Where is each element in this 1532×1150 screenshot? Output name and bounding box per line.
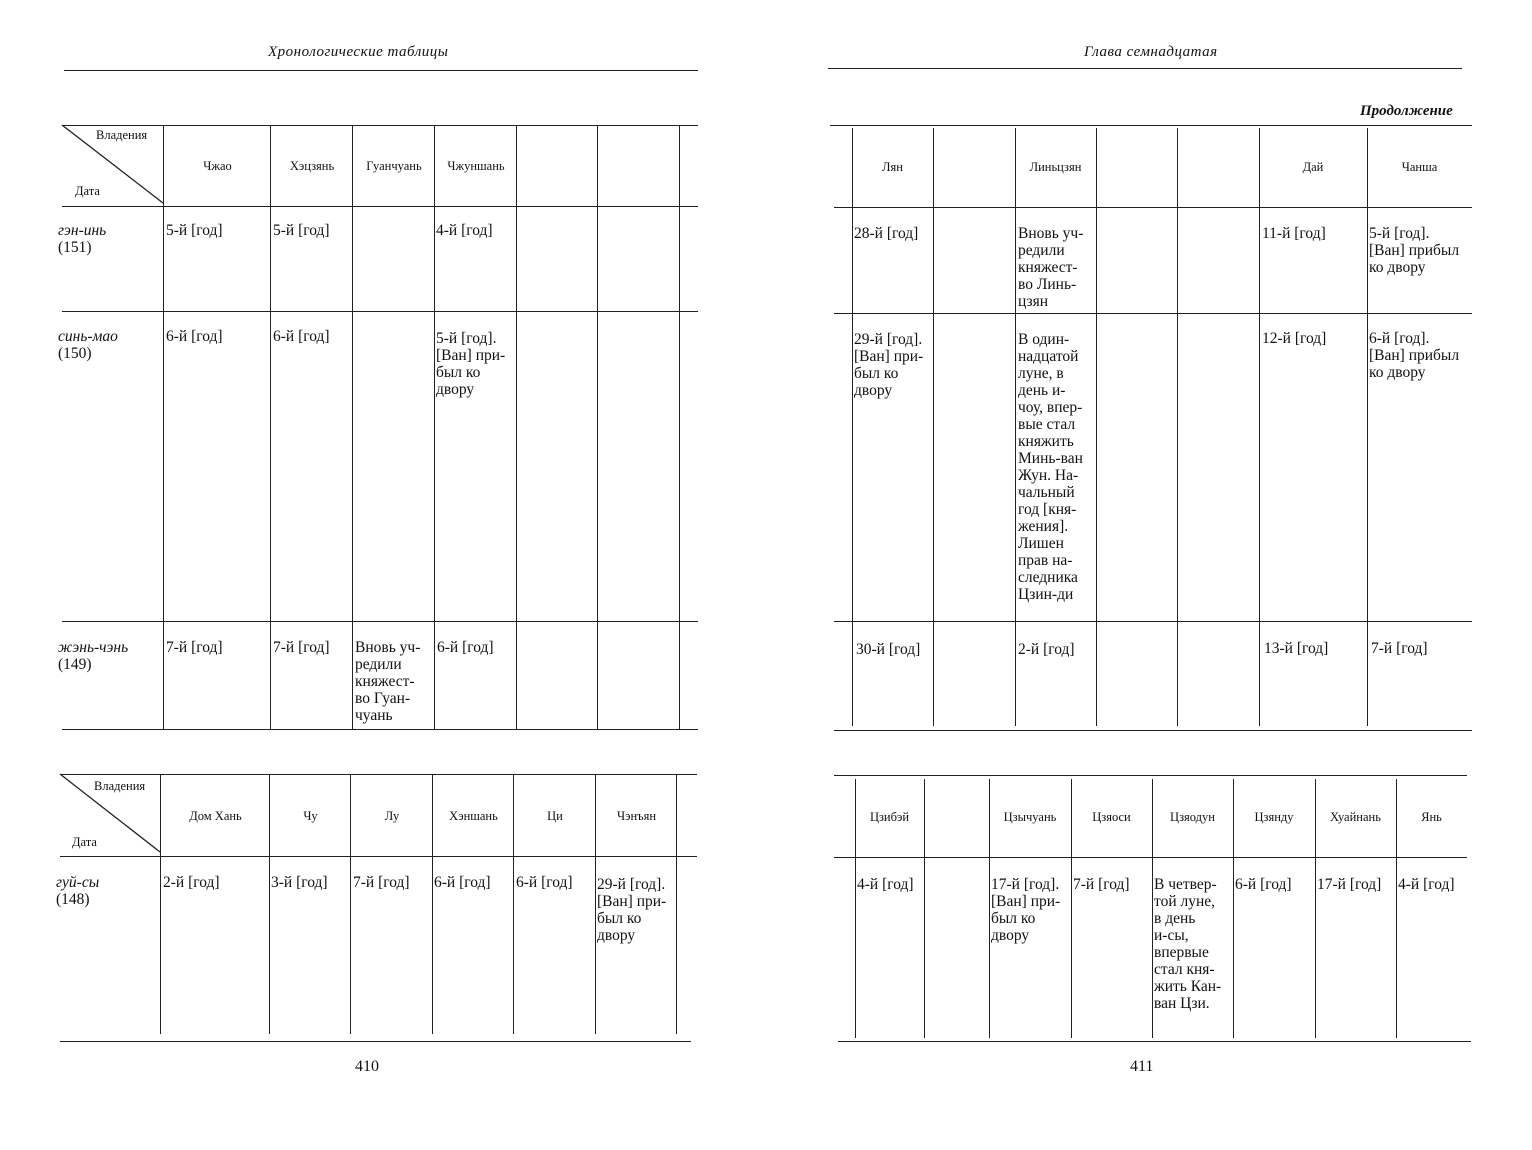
table-cell: 5-й [год] <box>166 222 223 239</box>
column-header: Чжао <box>203 159 232 173</box>
table-cell: 7-й [год] <box>353 874 410 891</box>
table-cell: 12-й [год] <box>1262 330 1327 347</box>
table-cell: В четвер- той луне, в день и-сы, впервые стал кня- жить Кан- ван Цзи. <box>1154 876 1222 1012</box>
table-cell: Вновь уч- редили княжест- во Гуан- чуань <box>355 639 421 724</box>
table-cell: 17-й [год] <box>1317 876 1382 893</box>
column-header: Янь <box>1421 809 1442 824</box>
corner-label-date: Дата <box>75 184 100 198</box>
table-cell: 5-й [год]. [Ван] прибыл ко двору <box>1369 225 1460 276</box>
column-header: Ци <box>547 808 563 823</box>
table-cell: 6-й [год] <box>437 639 494 656</box>
table-cell: 2-й [год] <box>1018 641 1075 658</box>
table-cell: В один- надцатой луне, в день и- чоу, впер- вые стал княжить Минь-ван Жун. На- чальный год [кня- жения]. Лишен прав на- следника Цзин-ди <box>1018 331 1083 603</box>
column-header: Чжуншань <box>447 159 505 173</box>
table-cell: 6-й [год]. [Ван] прибыл ко двору <box>1369 330 1460 381</box>
column-header: Чу <box>303 808 318 823</box>
column-header: Дай <box>1302 159 1324 174</box>
column-header: Хуайнань <box>1330 809 1381 824</box>
column-header: Цзяоси <box>1092 809 1131 824</box>
corner-label-holdings: Владения <box>96 128 148 142</box>
table-cell: 6-й [год] <box>166 328 223 345</box>
corner-label-holdings: Владения <box>94 779 146 793</box>
page-number-left: 410 <box>355 1058 379 1075</box>
column-header: Линьцзян <box>1029 159 1082 174</box>
table-cell: 11-й [год] <box>1262 225 1326 242</box>
table-cell: 3-й [год] <box>271 874 328 891</box>
column-header: Цзибэй <box>869 809 910 824</box>
table-cell: 7-й [год] <box>1073 876 1130 893</box>
table-cell: 5-й [год]. [Ван] при- был ко двору <box>436 330 506 398</box>
column-header: Цзяодун <box>1170 809 1215 824</box>
table-cell: 28-й [год] <box>854 225 919 242</box>
column-header: Гуанчуань <box>366 159 422 173</box>
column-header: Хэцзянь <box>289 159 335 173</box>
table-cell: 5-й [год] <box>273 222 330 239</box>
table-cell: 6-й [год] <box>273 328 330 345</box>
running-head-right: Глава семнадцатая <box>1084 44 1218 60</box>
table-cell: 6-й [год] <box>1235 876 1292 893</box>
column-header: Лян <box>882 159 903 174</box>
table-cell: 7-й [год] <box>273 639 330 656</box>
table-cell: 30-й [год] <box>856 641 921 658</box>
row-date: синь-мао (150) <box>58 328 118 362</box>
table-cell: 4-й [год] <box>436 222 493 239</box>
head-rule-right <box>828 68 1462 69</box>
column-header: Цзычуань <box>1003 809 1057 824</box>
column-header: Дом Хань <box>189 808 242 823</box>
table-cell: Вновь уч- редили княжест- во Линь- цзян <box>1018 225 1084 310</box>
row-date: гэн-инь (151) <box>58 222 107 256</box>
column-header: Хэншань <box>449 808 498 823</box>
row-date: жэнь-чэнь (149) <box>58 639 129 673</box>
table-cell: 4-й [год] <box>1398 876 1455 893</box>
table-cell: 7-й [год] <box>1371 640 1428 657</box>
page-number-right: 411 <box>1130 1058 1154 1075</box>
table-cell: 13-й [год] <box>1264 640 1329 657</box>
corner-label-date: Дата <box>72 835 97 849</box>
table-cell: 7-й [год] <box>166 639 223 656</box>
running-head-left: Хронологические таблицы <box>268 44 449 60</box>
table-cell: 6-й [год] <box>516 874 573 891</box>
column-header: Чэнъян <box>616 808 657 823</box>
column-header: Лу <box>384 808 400 823</box>
column-header: Цзянду <box>1254 809 1294 824</box>
table-cell: 29-й [год]. [Ван] при- был ко двору <box>854 331 924 399</box>
table-cell: 4-й [год] <box>857 876 914 893</box>
column-header: Чанша <box>1401 159 1438 174</box>
head-rule-left <box>64 70 698 71</box>
continuation-label: Продолжение <box>1360 103 1453 119</box>
table-cell: 6-й [год] <box>434 874 491 891</box>
table-cell: 2-й [год] <box>163 874 220 891</box>
table-cell: 17-й [год]. [Ван] при- был ко двору <box>991 876 1061 944</box>
table-cell: 29-й [год]. [Ван] при- был ко двору <box>597 876 667 944</box>
row-date: гуй-сы (148) <box>56 874 100 908</box>
